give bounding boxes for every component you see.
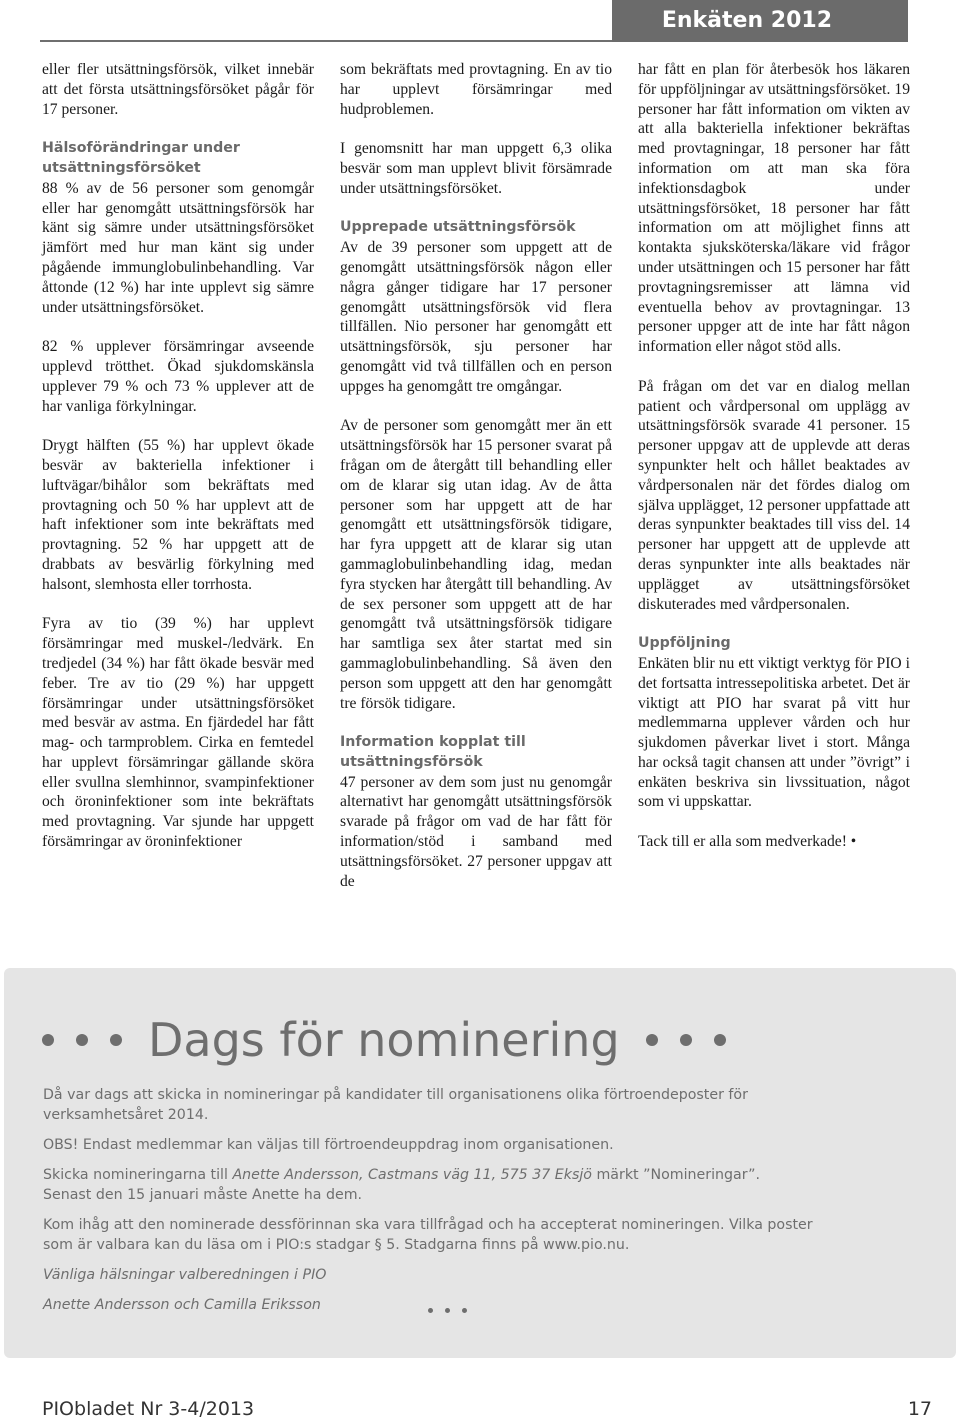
nomination-box: [4, 968, 956, 1358]
paragraph: 47 personer av dem som just nu genomgår alternativt har genomgått utsättningsförsök svarade på frågor om vad de har fått för information/stöd i samband med utsättningsförsöket. 27 personer uppgav att de: [340, 773, 612, 890]
bullet-dot-icon: [42, 1034, 54, 1046]
paragraph: 82 % upplever försämringar avseende upplevd trötthet. Ökad sjukdomskänsla upplever 79 % och 73 % upplever att de har vanliga förkylningar.: [42, 338, 314, 415]
publication-footer: PIObladet Nr 3-4/2013: [42, 1398, 255, 1420]
nomination-paragraph: [43, 1165, 843, 1205]
paragraph: På frågan om det var en dialog mellan patient och vårdpersonal om upplägg av utsättningsförsök svarade 41 personer. 15 personer uppgav att de upplevde att deras synpunkter helt och hållet beaktades av vårdpersonalen när det fördes dialog om själva upplägget, 12 personer uppfattade att deras synpunkter beaktades till viss del. 14 personer har uppgett att de upplevde att deras synpunkter inte alls beaktades när upplägget av utsättningsförsöket diskuterades med vårdpersonalen.: [638, 377, 910, 613]
bullet-dot-icon: [680, 1034, 692, 1046]
paragraph: har fått en plan för återbesök hos läkaren för uppföljningar av utsättningsförsöket. 19 personer har fått information om vikten av att alla bakteriella infektioner bekräftas med provtagningar, 18 personer har fått information om att man ska föra infektionsdagbok under utsättningsförsöket, 18 personer har fått information om att möjlighet finns att kontakta sjuksköterska/läkare vid frågor under utsättningen och 15 personer har fått provtagningsremisser att lämna vid eventuella behov av provtagningar. 13 personer uppger att de inte har fått någon information eller något stöd alls.: [638, 61, 910, 356]
paragraph: Enkäten blir nu ett viktigt verktyg för PIO i det fortsatta intressepolitiska arbetet. Det är viktigt att PIO har svarat på vitt hur medlemmarna upplever vården och hur sjukdomen påverkar livet i stort. Många har också tagit chansen att under ”övrigt” i enkäten beskriva sin livssituation, något som vi uppskattar.: [638, 654, 910, 811]
subheading: Uppföljning: [638, 635, 731, 652]
paragraph: Av de 39 personer som uppgett att de genomgått utsättningsförsök någon eller några gånger tidigare har 17 personer genomgått utsättningsförsök vid flera tillfällen. Nio personer har genomgått ett utsättningsförsök, sju personer har genomgått vid två tillfällen och en person uppges ha genomgått tre omgångar.: [340, 239, 612, 395]
nomination-text-fragment: märkt ”Nomineringar”.: [591, 1167, 760, 1183]
article-column-1: [42, 60, 314, 872]
nomination-signature-names: Anette Andersson och Camilla Eriksson: [43, 1297, 321, 1313]
nomination-paragraph: Då var dags att skicka in nomineringar på kandidater till organisationens olika förtroendeposter för verksamhetsåret 2014.: [43, 1087, 748, 1123]
subheading: Hälsoförändringar under utsättningsförsöket: [42, 140, 240, 176]
nomination-signature-greeting: Vänliga hälsningar valberedningen i PIO: [43, 1267, 327, 1283]
paragraph: Av de personer som genomgått mer än ett utsättningsförsök har 15 personer svarat på frågan om de återgått till behandling eller om de klarar sig utan idag. Av de åtta personer som har uppgett att de har genomgått ett utsättningsförsök tidigare, har fyra uppgett att de klarar sig utan gammaglobulinbehandling idag, medan fyra stycken har återgått till behandling. Av de sex personer som uppgett att de har genomgått två utsättningsförsök tidigare har samtliga sex åter startat med sin gammaglobulinbehandling. Så även den person som uppgett att den har genomgått tre försök tidigare.: [340, 417, 612, 712]
nomination-text-fragment: Skicka nomineringarna till: [43, 1167, 233, 1183]
paragraph: eller fler utsättningsförsök, vilket innebär att det första utsättningsförsöket pågår för 17 personer.: [42, 61, 314, 118]
bullet-dot-icon: [445, 1308, 450, 1313]
page-number: 17: [907, 1398, 932, 1420]
nomination-address: Anette Andersson, Castmans väg 11, 575 37 Eksjö: [232, 1167, 592, 1183]
paragraph: som bekräftats med provtagning. En av tio har upplevt försämringar med hudproblemen.: [340, 61, 612, 118]
nomination-title-row: [42, 1010, 726, 1070]
paragraph: Tack till er alla som medverkade! •: [638, 833, 857, 851]
nomination-title: Dags för nominering: [148, 1013, 620, 1067]
section-title: Enkäten 2012: [612, 0, 908, 42]
end-mark: [428, 1308, 467, 1313]
subheading: Information kopplat till utsättningsförsök: [340, 734, 526, 770]
nomination-paragraph: Kom ihåg att den nominerade dessförinnan ska vara tillfrågad och ha accepterat nomineringen. Vilka poster som är valbara kan du läsa om i PIO:s stadgar § 5. Stadgarna finns på www.pio.nu.: [43, 1217, 813, 1253]
paragraph: 88 % av de 56 personer som genomgår eller har genomgått utsättningsförsök har känt sig sämre under utsättningsförsöket jämfört med hur man känt sig under pågående immunglobulinbehandling. Var åttonde (12 %) har inte upplevt sig sämre under utsättningsförsöket.: [42, 179, 314, 316]
bullet-dot-icon: [714, 1034, 726, 1046]
bullet-dot-icon: [646, 1034, 658, 1046]
bullet-dot-icon: [462, 1308, 467, 1313]
bullet-dot-icon: [76, 1034, 88, 1046]
paragraph: I genomsnitt har man uppgett 6,3 olika besvär som man upplevt blivit försämrade under utsättningsförsöket.: [340, 140, 612, 197]
article-column-3: [638, 60, 910, 872]
bullet-dot-icon: [110, 1034, 122, 1046]
nomination-text: [43, 1085, 843, 1325]
nomination-deadline: Senast den 15 januari måste Anette ha dem.: [43, 1187, 363, 1203]
paragraph: Drygt hälften (55 %) har upplevt ökade besvär av bakteriella infektioner i luftvägar/bihålor som bekräftats med provtagning och 50 % har upplevt att de haft infektioner som inte bekräftats med provtagning. 52 % har uppgett att de drabbats av besvärlig förkylning med halsont, slemhosta eller torrhosta.: [42, 437, 314, 593]
article-column-2: [340, 60, 612, 911]
subheading: Upprepade utsättningsförsök: [340, 219, 576, 236]
paragraph: Fyra av tio (39 %) har upplevt försämringar med muskel-/ledvärk. En tredjedel (34 %) har fått ökade besvär med feber. Tre av tio (29 %) har uppgett försämringar under utsättningsförsöket med besvär av astma. En fjärdedel har fått mag- och tarmproblem. Cirka en femtedel har upplevt försämringar gällande sköra eller svullna slemhinnor, svampinfektioner och öroninfektioner som inte bekräftats med provtagning. Var sjunde har uppgett försämringar av öroninfektioner: [42, 615, 314, 851]
nomination-paragraph: OBS! Endast medlemmar kan väljas till förtroendeuppdrag inom organisationen.: [43, 1137, 614, 1153]
bullet-dot-icon: [428, 1308, 433, 1313]
